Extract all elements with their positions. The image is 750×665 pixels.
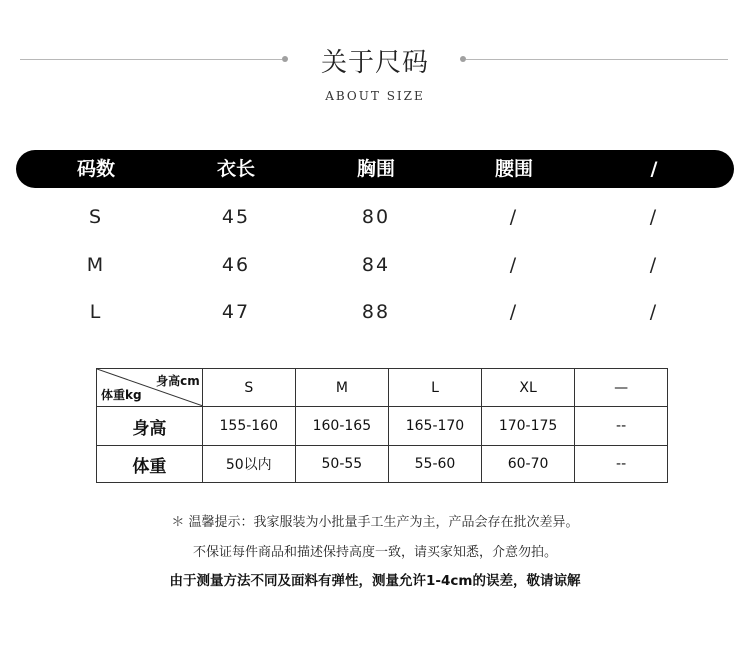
table-cell: 165-170 xyxy=(388,407,481,446)
size-cell-extra: / xyxy=(649,254,659,276)
size-cell-code: M xyxy=(86,254,106,276)
size-cell-extra: / xyxy=(649,206,659,228)
size-header-code: 码数 xyxy=(76,158,115,180)
note-tip: ＊ 温馨提示：我家服装为小批量手工生产为主，产品会存在批次差异。 xyxy=(171,515,579,530)
size-cell-code: S xyxy=(88,206,104,228)
table-cell: -- xyxy=(575,446,668,483)
table-cell: 155-160 xyxy=(202,407,295,446)
column-header: M xyxy=(295,369,388,407)
title-divider-right xyxy=(466,59,728,60)
size-cell-extra: / xyxy=(649,301,659,323)
table-corner-cell xyxy=(97,369,203,407)
table-cell: 55-60 xyxy=(388,446,481,483)
table-cell: -- xyxy=(575,407,668,446)
size-cell-length: 45 xyxy=(221,206,251,228)
size-cell-code: L xyxy=(89,301,103,323)
row-header: 身高 xyxy=(97,407,203,446)
size-header-length: 衣长 xyxy=(216,158,255,180)
column-header: XL xyxy=(482,369,575,407)
size-cell-waist: / xyxy=(509,301,519,323)
table-cell: 50-55 xyxy=(295,446,388,483)
table-row xyxy=(97,446,668,483)
size-cell-chest: 84 xyxy=(361,254,391,276)
table-cell: 160-165 xyxy=(295,407,388,446)
column-header: L xyxy=(388,369,481,407)
size-cell-waist: / xyxy=(509,206,519,228)
size-cell-waist: / xyxy=(509,254,519,276)
note-disclaimer: 不保证每件商品和描述保持高度一致，请买家知悉，介意勿拍。 xyxy=(192,545,557,560)
column-header: — xyxy=(575,369,668,407)
size-cell-length: 46 xyxy=(221,254,251,276)
table-cell: 170-175 xyxy=(482,407,575,446)
size-header-extra: / xyxy=(650,158,658,180)
height-weight-table xyxy=(96,368,668,483)
page-subtitle: ABOUT SIZE xyxy=(325,89,425,103)
corner-height-label: 身高cm xyxy=(156,374,200,388)
size-cell-length: 47 xyxy=(221,301,251,323)
size-header-chest: 胸围 xyxy=(356,158,395,180)
table-cell: 60-70 xyxy=(482,446,575,483)
table-row xyxy=(97,407,668,446)
corner-weight-label: 体重kg xyxy=(101,388,142,402)
size-cell-chest: 88 xyxy=(361,301,391,323)
table-row xyxy=(97,369,668,407)
row-header: 体重 xyxy=(97,446,203,483)
column-header: S xyxy=(202,369,295,407)
page-title: 关于尺码 xyxy=(320,48,429,78)
size-cell-chest: 80 xyxy=(361,206,391,228)
note-measurement: 由于测量方法不同及面料有弹性，测量允许1-4cm的误差，敬请谅解 xyxy=(169,573,581,589)
size-header-waist: 腰围 xyxy=(494,158,533,180)
table-cell: 50以内 xyxy=(202,446,295,483)
